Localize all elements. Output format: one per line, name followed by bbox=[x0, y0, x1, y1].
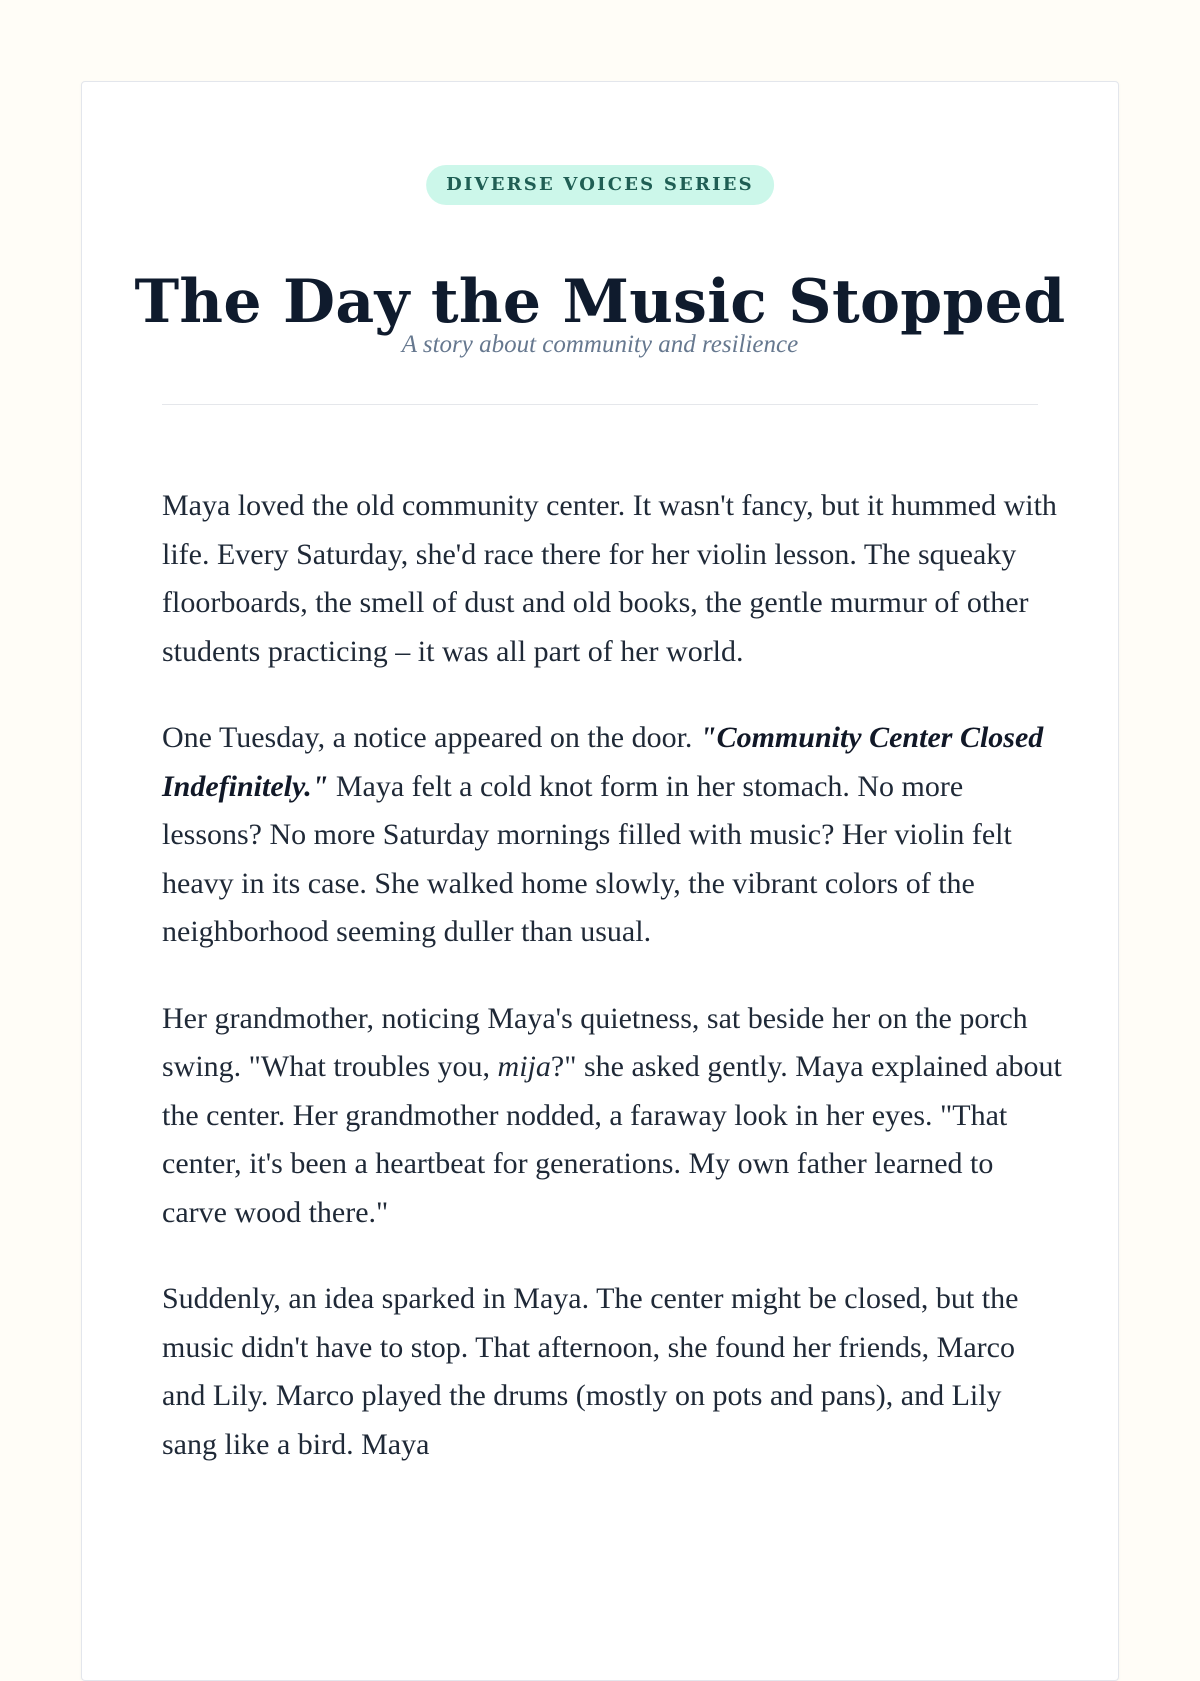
paragraph-2-intro: One Tuesday, a notice appeared on the door. bbox=[162, 721, 700, 754]
story-body bbox=[162, 482, 1062, 1507]
closure-notice-quote: "Community Center Closed Indefinitely." bbox=[162, 721, 1044, 803]
story-subtitle: A story about community and resilience bbox=[401, 331, 799, 358]
story-card bbox=[81, 81, 1119, 1681]
story-paragraph-1: Maya loved the old community center. It wasn't fancy, but it hummed with life. Every Saturday, she'd race there for her violin lesson. The squeaky floorboards, the smell of dust and old books, the gentle murmur of other students practicing – it was all part of her world. bbox=[162, 489, 1057, 668]
spanish-term: mija bbox=[497, 1050, 551, 1083]
series-badge: DIVERSE VOICES SERIES bbox=[426, 165, 774, 205]
story-paragraph-2 bbox=[162, 714, 1062, 957]
paragraph-3-intro: Her grandmother, noticing Maya's quietness, sat beside her on the porch swing. "What troubles you, bbox=[162, 1001, 1028, 1083]
paragraph-3-rest: ?" she asked gently. Maya explained about the center. Her grandmother nodded, a faraway look in her eyes. "That center, it's been a heartbeat for generations. My own father learned to carve wood there." bbox=[162, 1050, 1062, 1229]
paragraph-2-rest: Maya felt a cold knot form in her stomach. No more lessons? No more Saturday mornings filled with music? Her violin felt heavy in its case. She walked home slowly, the vibrant colors of the neighborhood seeming duller than usual. bbox=[162, 769, 1012, 948]
story-title: The Day the Music Stopped bbox=[134, 267, 1066, 337]
header-divider bbox=[162, 404, 1038, 405]
story-paragraph-4: Suddenly, an idea sparked in Maya. The center might be closed, but the music didn't have to stop. That afternoon, she found her friends, Marco and Lily. Marco played the drums (mostly on pots and pans), and Lily sang like a bird. Maya bbox=[162, 1282, 1019, 1461]
story-paragraph-3 bbox=[162, 995, 1062, 1238]
